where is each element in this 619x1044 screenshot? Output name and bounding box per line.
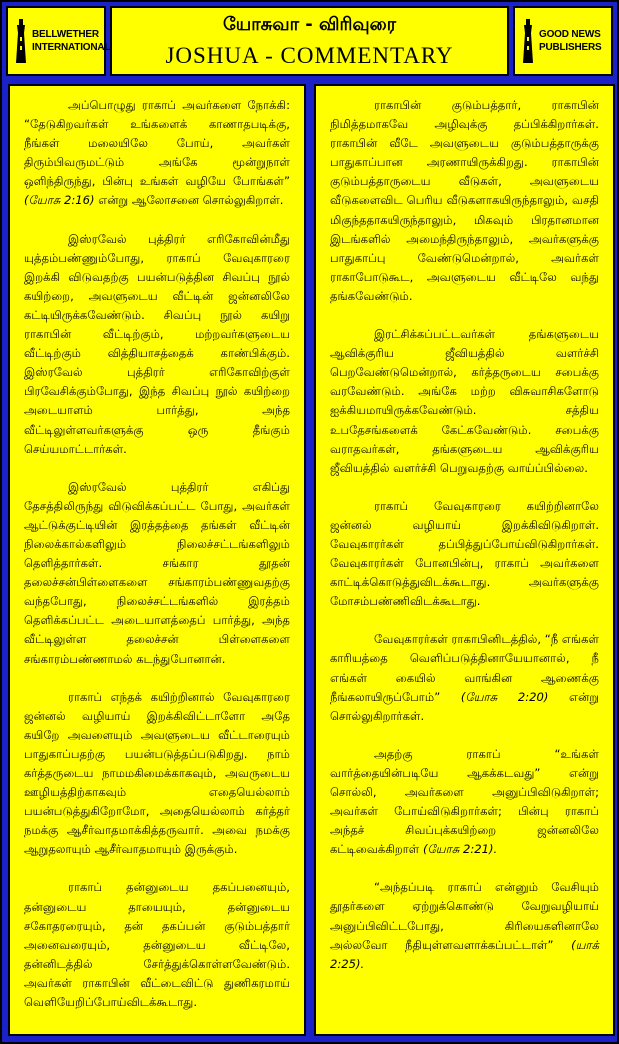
good-news-logo bbox=[513, 6, 613, 76]
paragraph-text: ராகாப் எந்தக் கயிற்றினால் வேவுகாரரை ஜன்னல் வழியாய் இறக்கிவிட்டாளோ அதே கயிறே அவளையும் அவளுடைய வீட்டாரையும் பாதுகாப்பதற்கு பயன்படுத்தப்படுகிறது. நாம் கர்த்தருடைய நாமமகிமைக்காகவும், அவருடைய ஊழியத்திற்காகவும் எதையெல்லாம் பயன்படுத்துகிறோமோ, அதையெல்லாம் கர்த்தர் நமக்கு ஆசீர்வாதமாக்கித்தருவார். அவை நமக்கு ஆறுதலாயும் ஆசீர்வாதமாயும் இருக்கும். bbox=[24, 689, 290, 857]
paragraph-text: “அந்தப்படி ராகாப் என்னும் வேசியும் தூதர்களை ஏற்றுக்கொண்டு வேறுவழியாய் அனுப்பிவிட்டபோது, கிரியைகளினாலே அல்லவோ நீதியுள்ளவளாக்கப்பட்டாள்” bbox=[330, 880, 599, 952]
paragraph bbox=[24, 878, 290, 1012]
paragraph-text: என்று ஆலோசனை சொல்லுகிறாள். bbox=[94, 193, 284, 208]
scripture-reference: (யோசு 2:21). bbox=[422, 842, 498, 857]
paragraph-text: ராகாப் தன்னுடைய தகப்பனையும், தன்னுடைய தாயையும், தன்னுடைய சகோதரரையும், தன் தகப்பன் குடும்பத்தார் அனைவரையும், தன்னுடைய வீட்டிலே, தன்னிடத்தில் சேர்த்துக்கொள்ளவேண்டும். அவர்கள் ராகாபின் வீட்டைவிட்டு துணிகரமாய் வெளியேறிப்போய்விடக்கூடாது. bbox=[24, 880, 290, 1010]
paragraph-text: அப்பொழுது ராகாப் அவர்களை நோக்கி: “தேடுகிறவர்கள் உங்களைக் காணாதபடிக்கு, நீங்கள் மலையிலே போய், அவர்கள் திரும்பிவருமட்டும் அங்கே மூன்றுநாள் ஒளிந்திருந்து, பின்பு உங்கள் வழியே போங்கள்” bbox=[24, 98, 290, 189]
paragraph-text: ராகாப் வேவுகாரரை கயிற்றினாலே ஜன்னல் வழியாய் இறக்கிவிடுகிறாள். வேவுகாரர்கள் தப்பித்துப்போய்விடுகிறார்கள். வேவுகாரர்கள் போனபின்பு, ராகாப் அவர்களை காட்டிக்கொடுத்துவிடக்கூடாது. அவர்களுக்கு மோசம்பண்ணிவிடக்கூடாது. bbox=[330, 498, 599, 609]
paragraph bbox=[330, 96, 599, 306]
title-english: JOSHUA - COMMENTARY bbox=[165, 43, 454, 68]
scripture-reference: (யாக் 2:25). bbox=[330, 937, 599, 971]
title-banner bbox=[110, 6, 509, 76]
paragraph bbox=[330, 497, 599, 612]
good-news-logo-line2: PUBLISHERS bbox=[539, 42, 602, 53]
tower-icon bbox=[521, 19, 535, 63]
good-news-logo-line1: GOOD NEWS bbox=[539, 29, 601, 40]
paragraph bbox=[330, 745, 599, 860]
paragraph bbox=[24, 688, 290, 860]
paragraph-text: இஸ்ரவேல் புத்திரர் எகிப்து தேசத்திலிருந்து விடுவிக்கப்பட்ட போது, அவர்கள் ஆட்டுக்குட்டியின் இரத்தத்தை தங்கள் வீட்டின் நிலைக்கால்களிலும் நிலைச்சட்டங்களிலும் தெளித்தார்கள். சங்கார தூதன் தலைச்சன்பிள்ளைகளை சங்காரம்பண்ணுவதற்கு வந்தபோது, நிலைச்சட்டங்களில் இரத்தம் தெளிக்கப்பட்ட அடையாளத்தைப் பார்த்து, அந்த வீட்டிலுள்ள தலைச்சன் பிள்ளைகளை சங்காரம்பண்ணாமல் கடந்துபோனான். bbox=[24, 479, 290, 666]
paragraph-text: இரட்சிக்கப்பட்டவர்கள் தங்களுடைய ஆவிக்குரிய ஜீவியத்தில் வளர்ச்சி பெறவேண்டுமென்றால், கர்த்தருடைய சபைக்கு வரவேண்டும். அங்கே மற்ற விசுவாசிகளோடு ஐக்கியமாயிருக்கவேண்டும். சத்திய உபதேசங்களைக் கேட்கவேண்டும். சபைக்கு வராதவர்கள், தங்களுடைய ஆவிக்குரிய ஜீவியத்தில் வளர்ச்சி பெறுவதற்கு வாய்ப்பில்லை. bbox=[330, 327, 599, 475]
bellwether-logo bbox=[6, 6, 111, 76]
scripture-reference: (யோசு 2:16) bbox=[24, 193, 95, 208]
good-news-logo-text bbox=[539, 28, 601, 54]
paragraph bbox=[24, 478, 290, 669]
bellwether-logo-line1: BELLWETHER bbox=[32, 29, 99, 40]
bellwether-logo-text bbox=[32, 28, 110, 54]
left-column bbox=[8, 84, 306, 1036]
paragraph-text: ராகாபின் குடும்பத்தார், ராகாபின் நிமித்தமாகவே அழிவுக்கு தப்பிக்கிறார்கள். ராகாபின் வீடே அவளுடைய குடும்பத்தாருக்கு பாதுகாப்பான அரணாயிருக்கிறது. ராகாபின் குடும்பத்தாருடைய வீடுகள், அவளுடைய வீடுகளைவிட பெரிய வீடுகளாகயிருந்தாலும், வசதி மிகுந்ததாகயிருந்தாலும், மிகவும் பிரதானமான இடங்களில் அமைந்திருந்தாலும், அவர்களுக்கு பாதுகாப்பு வேண்டுமென்றால், அவர்கள் ராகாபோடுகூட, அவளுடைய வீட்டிலே வந்து தங்கவேண்டும். bbox=[330, 98, 599, 303]
paragraph bbox=[330, 878, 599, 973]
paragraph-text: என்று சொல்லுகிறார்கள். bbox=[330, 689, 600, 723]
bellwether-logo-line2: INTERNATIONAL bbox=[32, 42, 111, 53]
right-column bbox=[314, 84, 615, 1036]
tower-icon bbox=[14, 19, 28, 63]
scripture-reference: (யோசு 2:20) bbox=[460, 689, 549, 704]
paragraph-text: இஸ்ரவேல் புத்திரர் எரிகோவின்மீது யுத்தம்பண்ணும்போது, ராகாப் வேவுகாரரை இறக்கி விடுவதற்கு பயன்படுத்தின சிவப்பு நூல் கயிற்றை, அவளுடைய வீட்டின் ஜன்னலிலே கட்டியிருக்கவேண்டும். சிவப்பு நூல் கயிறு ராகாபின் வீட்டிற்கும், மற்றவர்களுடைய வீட்டிற்கும் வித்தியாசத்தைக் காண்பிக்கும். இஸ்ரவேல் புத்திரர் எரிகோவிற்குள் பிரவேசிக்கும்போது, இந்த சிவப்பு நூல் கயிற்றை அடையாளம் பார்த்து, அந்த வீட்டிலுள்ளவர்களுக்கு ஒரு தீங்கும் செய்யமாட்டார்கள். bbox=[24, 231, 290, 456]
paragraph bbox=[24, 96, 290, 211]
paragraph bbox=[24, 230, 290, 459]
paragraph-text: வேவுகாரர்கள் ராகாபினிடத்தில், “நீ எங்கள் காரியத்தை வெளிப்படுத்தினாயேயானால், நீ எங்கள் கையில் வாங்கின ஆணைக்கு நீங்கலாயிருப்போம்” bbox=[330, 632, 599, 704]
title-tamil: யோசுவா - விரிவுரை bbox=[223, 14, 396, 35]
paragraph-text: அதற்கு ராகாப் “உங்கள் வார்த்தையின்படியே ஆகக்கடவது” என்று சொல்லி, அவர்களை அனுப்பிவிடுகிறாள்; அவர்கள் போய்விடுகிறார்கள்; பின்பு ராகாப் அந்தச் சிவப்புக்கயிற்றை ஜன்னலிலே கட்டிவைக்கிறாள் bbox=[330, 746, 599, 857]
paragraph bbox=[330, 325, 599, 478]
paragraph bbox=[330, 630, 599, 725]
